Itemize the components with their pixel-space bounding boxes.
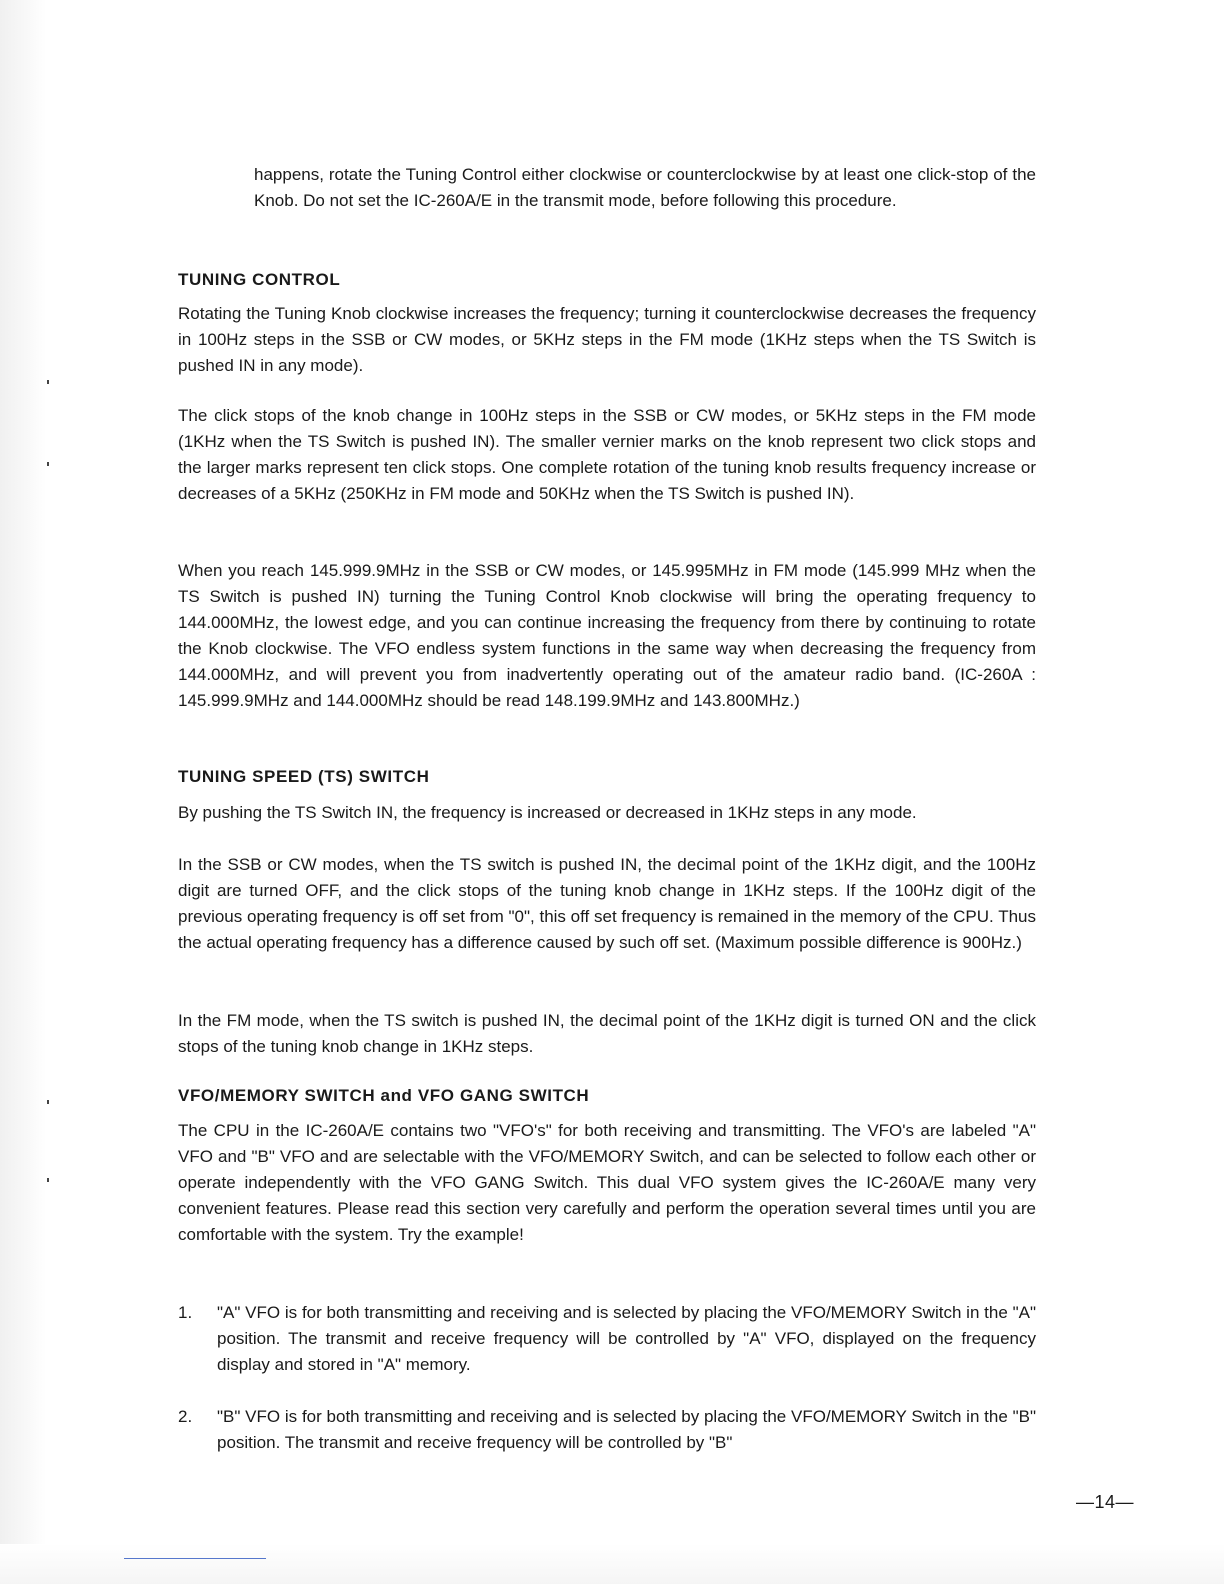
list-item-number: 1.	[178, 1303, 193, 1322]
ts-paragraph-2: In the SSB or CW modes, when the TS switch is pushed IN, the decimal point of the 1KHz digit, and the 100Hz digit are turned OFF, and the click stops of the tuning knob change in 1KHz steps. If the 100Hz digit of the previous operating frequency is off set from "0", this off set frequency is remained in the memory of the CPU. Thus the actual operating frequency has a difference caused by such off set. (Maximum possible difference is 900Hz.)	[178, 855, 1036, 952]
page-number: —14—	[1076, 1492, 1135, 1512]
heading-vfo-memory: VFO/MEMORY SWITCH and VFO GANG SWITCH	[178, 1086, 590, 1105]
margin-mark	[47, 1100, 49, 1104]
margin-mark	[47, 1178, 49, 1182]
heading-tuning-control: TUNING CONTROL	[178, 270, 341, 289]
scan-edge-shadow	[0, 0, 46, 1584]
ts-paragraph-3: In the FM mode, when the TS switch is pushed IN, the decimal point of the 1KHz digit is turned ON and the click stops of the tuning knob change in 1KHz steps.	[178, 1011, 1036, 1056]
heading-tuning-speed: TUNING SPEED (TS) SWITCH	[178, 767, 430, 786]
margin-mark	[47, 380, 49, 384]
margin-mark	[47, 462, 49, 466]
vfo-paragraph-1: The CPU in the IC-260A/E contains two "VFO's" for both receiving and transmitting. The VFO's are labeled "A" VFO and "B" VFO and are selectable with the VFO/MEMORY Switch, and can be selected to follow each other or operate independently with the VFO GANG Switch. This dual VFO system gives the IC-260A/E many very convenient features. Please read this section very carefully and perform the operation several times until you are comfortable with the system. Try the example!	[178, 1121, 1036, 1244]
tuning-paragraph-3: When you reach 145.999.9MHz in the SSB or CW modes, or 145.995MHz in FM mode (145.999 MHz when the TS Switch is pushed IN) turning the Tuning Control Knob clockwise will bring the operating frequency to 144.000MHz, the lowest edge, and you can continue increasing the frequency from there by continuing to rotate the Knob clockwise. The VFO endless system functions in the same way when decreasing the frequency from 144.000MHz, and will prevent you from inadvertently operating out of the amateur radio band. (IC-260A : 145.999.9MHz and 144.000MHz should be read 148.199.9MHz and 143.800MHz.)	[178, 561, 1036, 710]
list-item-number: 2.	[178, 1407, 193, 1426]
scan-artifact-line	[124, 1558, 266, 1559]
tuning-paragraph-2: The click stops of the knob change in 100Hz steps in the SSB or CW modes, or 5KHz steps in the FM mode (1KHz when the TS Switch is pushed IN). The smaller vernier marks on the knob represent two click stops and the larger marks represent ten click stops. One complete rotation of the tuning knob results frequency increase or decreases of a 5KHz (250KHz in FM mode and 50KHz when the TS Switch is pushed IN).	[178, 406, 1036, 503]
intro-paragraph: happens, rotate the Tuning Control either clockwise or counterclockwise by at least one click-stop of the Knob. Do not set the IC-260A/E in the transmit mode, before following this procedure.	[254, 165, 1036, 210]
list-item-text: "A" VFO is for both transmitting and receiving and is selected by placing the VFO/MEMORY Switch in the "A" position. The transmit and receive frequency will be controlled by "A" VFO, displayed on the frequency display and stored in "A" memory.	[217, 1303, 1036, 1374]
ts-paragraph-1: By pushing the TS Switch IN, the frequency is increased or decreased in 1KHz steps in any mode.	[178, 803, 917, 822]
tuning-paragraph-1: Rotating the Tuning Knob clockwise increases the frequency; turning it counterclockwise decreases the frequency in 100Hz steps in the SSB or CW modes, or 5KHz steps in the FM mode (1KHz steps when the TS Switch is pushed IN in any mode).	[178, 304, 1036, 375]
scan-bottom-shadow	[0, 1544, 1224, 1584]
list-item-text: "B" VFO is for both transmitting and receiving and is selected by placing the VFO/MEMORY Switch in the "B" position. The transmit and receive frequency will be controlled by "B"	[217, 1407, 1036, 1452]
